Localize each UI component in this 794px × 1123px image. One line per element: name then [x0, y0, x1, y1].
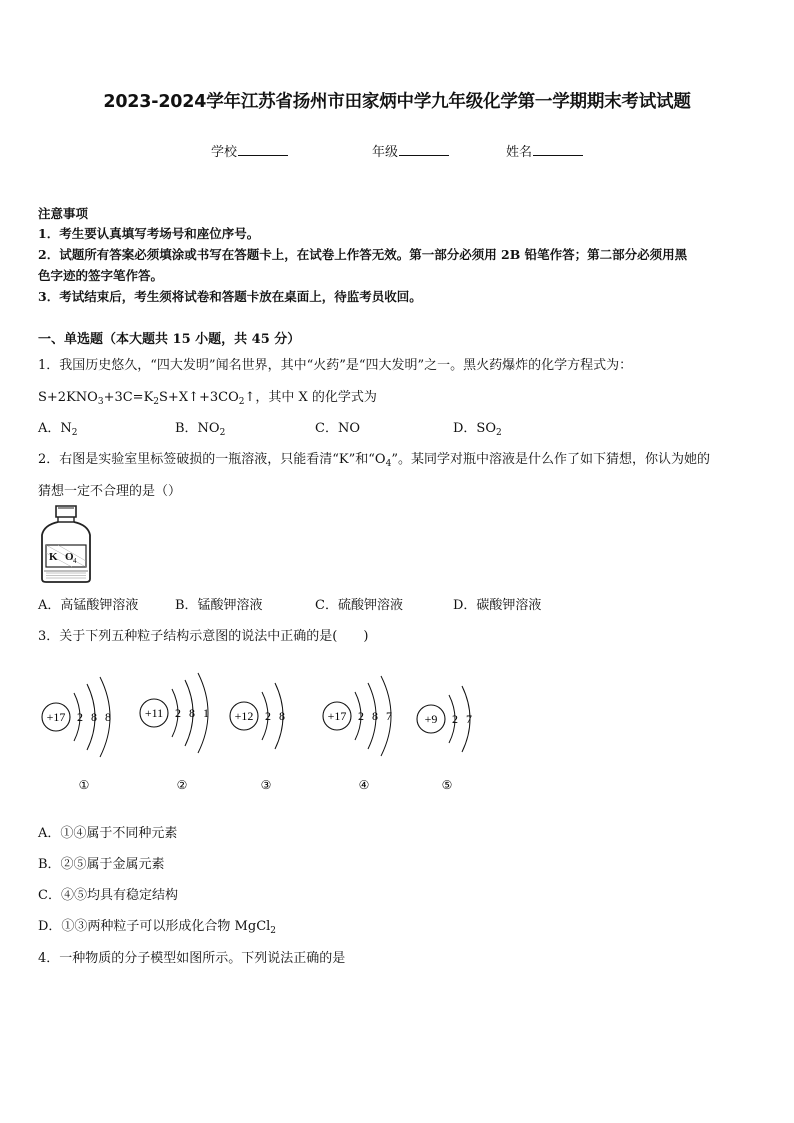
q2-text: 2．右图是实验室里标签破损的一瓶溶液，只能看清“K”和“$O_4$”。某同学对瓶中溶液是什么作了如下猜想，你认为她的	[38, 452, 710, 469]
atom-1-label: ①	[78, 778, 90, 792]
q3-option-d[interactable]: D．①③两种粒子可以形成化合物 MgCl$_2$	[38, 919, 277, 936]
q2-option-d[interactable]: D．碳酸钾溶液	[453, 598, 542, 613]
notice-item-2-cont: 色字迹的签字笔作答。	[38, 268, 164, 283]
section-heading: 一、单选题（本大题共 15 小题，共 45 分）	[38, 332, 301, 347]
q1-equation: $S+2KNO_3+3C=K_2S+X↑+3CO_2↑$，其中 X 的化学式为	[38, 390, 377, 407]
school-blank	[238, 143, 288, 156]
atom-4-nucleus: +17	[327, 709, 347, 723]
atom-5-shell-1: 2	[452, 712, 458, 726]
school-field	[211, 141, 288, 160]
q1-option-b[interactable]: B．$NO_2$	[175, 421, 226, 438]
grade-blank	[399, 143, 449, 156]
atom-1-shell-2: 8	[91, 710, 97, 724]
atom-4-label: ④	[358, 778, 370, 792]
q2-option-b[interactable]: B．锰酸钾溶液	[175, 598, 263, 613]
atom-2-shell-2: 8	[189, 706, 195, 720]
q3-option-b[interactable]: B．②⑤属于金属元素	[38, 857, 165, 872]
grade-label: 年级	[372, 145, 399, 160]
q2-text-line2: 猜想一定不合理的是（）	[38, 484, 182, 499]
atom-3	[230, 683, 285, 792]
notice-item-3: 3．考试结束后，考生须将试卷和答题卡放在桌面上，待监考员收回。	[38, 289, 422, 304]
notice-heading: 注意事项	[38, 206, 89, 221]
atom-4-shell-3: 7	[386, 709, 392, 723]
bottle-label-k: K	[49, 551, 58, 563]
atom-4-shell-2: 8	[372, 709, 378, 723]
q3-option-c[interactable]: C．④⑤均具有稳定结构	[38, 888, 178, 903]
notice-item-2: 2．试题所有答案必须填涂或书写在答题卡上，在试卷上作答无效。第一部分必须用 2B 铅笔作答；第二部分必须用黑	[38, 247, 688, 262]
atom-1-shell-1: 2	[77, 710, 83, 724]
atom-5-shell-2: 7	[466, 712, 472, 726]
notice-item-1: 1．考生要认真填写考场号和座位序号。	[38, 226, 260, 241]
atom-5-nucleus: +9	[424, 712, 438, 726]
school-label: 学校	[211, 145, 238, 160]
q1-option-d[interactable]: D．$SO_2$	[453, 421, 502, 438]
atom-2-shell-3: 1	[203, 706, 209, 720]
q2-option-c[interactable]: C．硫酸钾溶液	[315, 598, 403, 613]
atom-5-label: ⑤	[441, 778, 453, 792]
atom-2-nucleus: +11	[144, 706, 164, 720]
name-field	[506, 141, 583, 160]
bottle-label-o: O	[65, 551, 74, 563]
atom-1-shell-3: 8	[105, 710, 111, 724]
atom-2-shell-1: 2	[175, 706, 181, 720]
atom-4-shell-1: 2	[358, 709, 364, 723]
reagent-bottle-image	[38, 503, 94, 585]
bottle-label-o-sub: 4	[73, 557, 77, 565]
q1-text: 1．我国历史悠久，“四大发明”闻名世界，其中“火药”是“四大发明”之一。黑火药爆炸的化学方程式为：	[38, 358, 633, 373]
atom-3-shell-1: 2	[265, 709, 271, 723]
atom-3-shell-2: 8	[279, 709, 285, 723]
atom-2-label: ②	[176, 778, 188, 792]
q4-text: 4．一种物质的分子模型如图所示。下列说法正确的是	[38, 951, 346, 966]
atom-4	[323, 676, 392, 792]
q3-option-a[interactable]: A．①④属于不同种元素	[38, 826, 178, 841]
grade-field	[372, 141, 449, 160]
atom-1	[42, 677, 111, 792]
atom-1-nucleus: +17	[46, 710, 66, 724]
q1-option-a[interactable]: A．$N_2$	[38, 421, 78, 438]
atom-3-nucleus: +12	[234, 709, 254, 723]
q3-text: 3．关于下列五种粒子结构示意图的说法中正确的是( )	[38, 629, 369, 644]
name-blank	[533, 143, 583, 156]
q2-option-a[interactable]: A．高锰酸钾溶液	[38, 598, 139, 613]
atom-5	[417, 686, 472, 792]
name-label: 姓名	[506, 145, 533, 160]
atom-3-label: ③	[260, 778, 272, 792]
atom-2	[140, 673, 209, 792]
q1-option-c[interactable]: C．NO	[315, 421, 360, 436]
page-title: 2023-2024学年江苏省扬州市田家炳中学九年级化学第一学期期末考试试题	[103, 92, 691, 112]
atom-structure-diagrams	[38, 660, 498, 800]
